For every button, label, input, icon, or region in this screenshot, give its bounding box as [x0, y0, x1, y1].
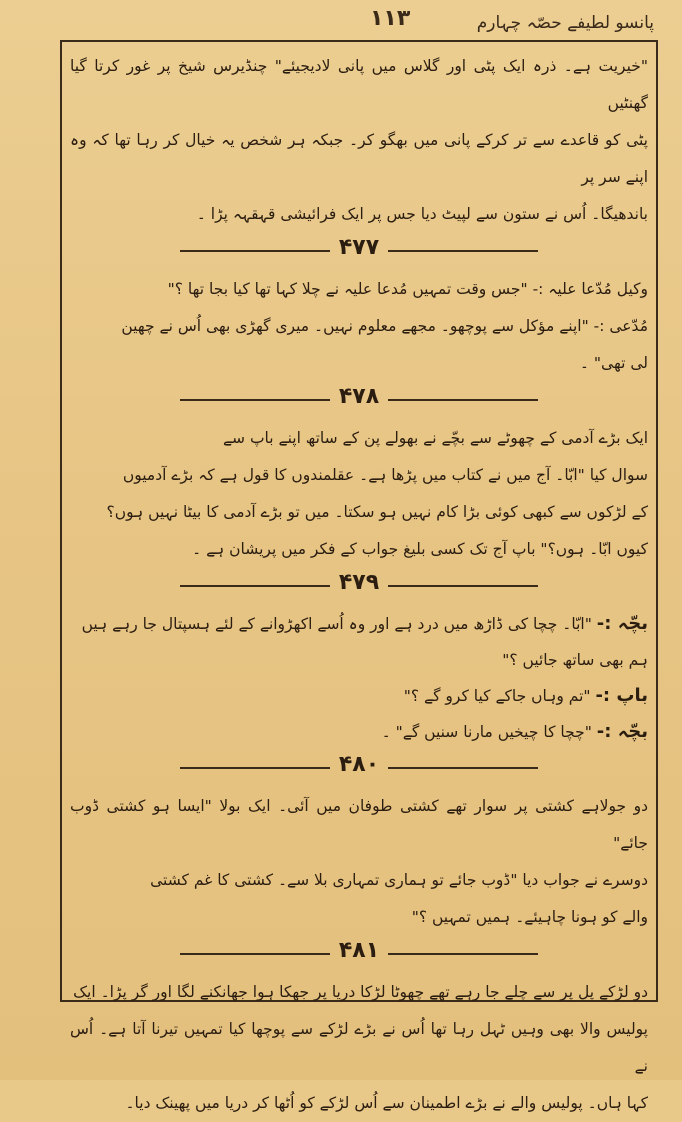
joke-paragraph	[70, 788, 648, 936]
text-line: باندھیگا۔ اُس نے ستون سے لپیٹ دیا جس پر ایک فرائیشی قہقہہ پڑا ۔	[196, 205, 648, 223]
divider-rule	[388, 399, 538, 401]
text-line: دوسرے نے جواب دیا "ڈوب جائے تو ہماری تمہاری بلا سے۔ کشتی کا غم کشتی	[150, 871, 648, 889]
joke-number: ۴۷۸	[338, 384, 380, 409]
joke-paragraph	[70, 271, 648, 382]
text-line: پولیس والا بھی وہیں ٹہل رہا تھا اُس نے بڑے لڑکے سے پوچھا کیا تمہیں تیرنا آتا ہے۔ اُس نے	[70, 1020, 648, 1075]
speaker-label: باپ :-	[595, 685, 648, 706]
dialog-line	[70, 606, 648, 642]
text-line: دو لڑکے پل پر سے چلے جا رہے تھے چھوٹا لڑکا دریا پر جھکا ہوا جھانکنے لگا اور گر پڑا۔ ایک	[73, 983, 648, 1001]
joke-number-divider	[70, 570, 648, 600]
running-head: پانسو لطیفے حصّہ چہارم	[476, 13, 654, 33]
dialog-text: ہم بھی ساتھ جائیں ؟"	[502, 651, 648, 669]
joke-intro-paragraph	[70, 48, 648, 233]
dialog-line	[70, 642, 648, 678]
divider-rule	[388, 953, 538, 955]
text-line: پٹی کو قاعدے سے تر کرکے پانی میں بھگو کر۔ جبکہ ہر شخص یہ خیال کر رہا تھا کہ وہ اپنے سر پر	[70, 131, 648, 186]
text-line: مُدّعی :- "اپنے مؤکل سے پوچھو۔ مجھے معلوم نہیں۔ میری گھڑی بھی اُس نے چھین	[121, 317, 648, 335]
page-header	[60, 6, 654, 40]
dialog-text: "تم وہاں جاکے کیا کرو گے ؟"	[403, 687, 591, 705]
text-line: ایک بڑے آدمی کے چھوٹے سے بچّے نے بھولے پن کے ساتھ اپنے باپ سے	[222, 429, 648, 447]
dialog-text: "چچا کا چیخیں مارنا سنیں گے" ۔	[381, 723, 592, 741]
speaker-label: بچّہ :-	[596, 613, 648, 634]
joke-number-divider	[70, 384, 648, 414]
page-content	[70, 48, 648, 1112]
joke-paragraph	[70, 420, 648, 568]
text-line: والے کو ہونا چاہیئے۔ ہمیں تمہیں ؟"	[411, 908, 648, 926]
text-line: کے لڑکوں سے کبھی کوئی بڑا کام نہیں ہو سکتا۔ میں تو بڑے آدمی کا بیٹا نہیں ہوں؟	[106, 503, 648, 521]
joke-number-divider	[70, 752, 648, 782]
text-frame	[60, 40, 658, 1112]
joke-paragraph	[70, 974, 648, 1122]
dialog-line	[70, 678, 648, 714]
text-line: دو جولاہے کشتی پر سوار تھے کشتی طوفان میں آئی۔ ایک بولا "ایسا ہو کشتی ڈوب جائے"	[70, 797, 648, 852]
joke-number: ۴۸۰	[338, 752, 380, 777]
page-number: ۱۱۳	[370, 6, 411, 31]
text-line: لی تھی" ۔	[579, 354, 648, 372]
text-line: وکیل مُدّعا علیہ :- "جس وقت تمہیں مُدعا علیہ نے چلا کہا تھا کیا بجا تھا ؟"	[167, 280, 648, 298]
speaker-label: بچّہ :-	[596, 721, 648, 742]
divider-rule	[388, 250, 538, 252]
joke-number: ۴۷۷	[338, 235, 380, 260]
text-line: سوال کیا "ابّا۔ آج میں نے کتاب میں پڑھا ہے۔ عقلمندوں کا قول ہے کہ بڑے آدمیوں	[122, 466, 648, 484]
text-line: "خیریت ہے۔ ذرہ ایک پٹی اور گلاس میں پانی لادیجیئے" چنڈیرس شیخ پر غور کرتا گیا گھنٹیں	[70, 57, 648, 112]
joke-number: ۴۷۹	[338, 570, 380, 595]
joke-dialog	[70, 606, 648, 750]
text-line: کیوں ابّا۔ ہوں؟" باپ آج تک کسی بلیغ جواب کے فکر میں پریشان ہے ۔	[192, 540, 648, 558]
dialog-text: "ابّا۔ چچا کی ڈاڑھ میں درد ہے اور وہ اُسے اکھڑوانے کے لئے ہسپتال جا رہے ہیں	[81, 615, 592, 633]
divider-rule	[388, 767, 538, 769]
joke-number-divider	[70, 235, 648, 265]
divider-rule	[388, 585, 538, 587]
joke-number: ۴۸۱	[338, 938, 380, 963]
text-line: کہا ہاں۔ پولیس والے نے بڑے اطمینان سے اُس لڑکے کو اُٹھا کر دریا میں پھینک دیا۔	[125, 1094, 648, 1112]
dialog-line	[70, 714, 648, 750]
joke-number-divider	[70, 938, 648, 968]
